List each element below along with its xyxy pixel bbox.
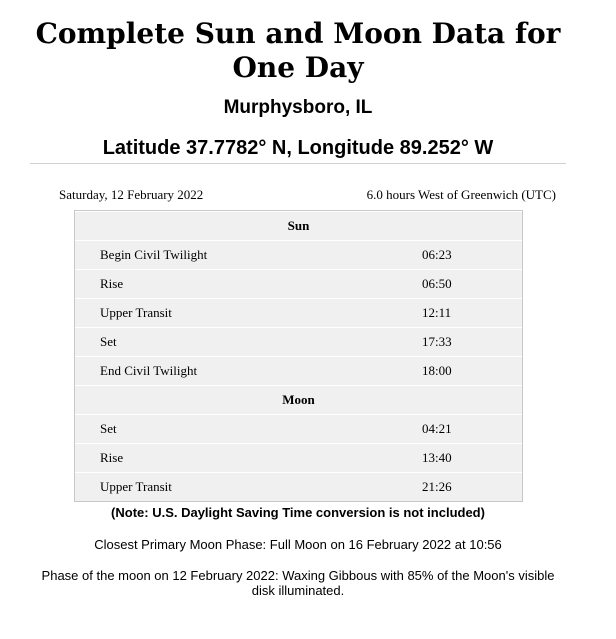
event-time: 21:26 bbox=[422, 479, 452, 494]
event-time: 06:23 bbox=[422, 247, 452, 262]
event-name: End Civil Twilight bbox=[100, 363, 198, 378]
event-name: Set bbox=[100, 421, 117, 436]
event-name: Begin Civil Twilight bbox=[100, 247, 208, 262]
event-name: Rise bbox=[100, 450, 124, 465]
moon-heading: Moon bbox=[75, 385, 522, 414]
table-row bbox=[75, 240, 522, 269]
table-row bbox=[75, 298, 522, 327]
location-name: Murphysboro, IL bbox=[223, 97, 373, 118]
event-time: 06:50 bbox=[422, 276, 452, 291]
sun-moon-table bbox=[74, 210, 523, 502]
page-title: Complete Sun and Moon Data for One Day bbox=[35, 17, 561, 84]
date-label: Saturday, 12 February 2022 bbox=[59, 187, 204, 202]
table-row bbox=[75, 414, 522, 443]
divider bbox=[30, 163, 566, 164]
event-time: 13:40 bbox=[422, 450, 452, 465]
event-time: 12:11 bbox=[422, 305, 452, 320]
event-time: 17:33 bbox=[422, 334, 452, 349]
closest-moon-phase: Closest Primary Moon Phase: Full Moon on 16 February 2022 at 10:56 bbox=[94, 537, 502, 552]
table-row bbox=[75, 356, 522, 385]
timezone-label: 6.0 hours West of Greenwich (UTC) bbox=[366, 187, 556, 202]
table-row bbox=[75, 327, 522, 356]
event-name: Rise bbox=[100, 276, 124, 291]
event-name: Set bbox=[100, 334, 117, 349]
table-row bbox=[75, 472, 522, 501]
event-name: Upper Transit bbox=[100, 479, 172, 494]
dst-note: (Note: U.S. Daylight Saving Time conversion is not included) bbox=[111, 505, 485, 520]
event-name: Upper Transit bbox=[100, 305, 172, 320]
event-time: 18:00 bbox=[422, 363, 452, 378]
event-time: 04:21 bbox=[422, 421, 452, 436]
table-row bbox=[75, 269, 522, 298]
table-row bbox=[75, 443, 522, 472]
coordinates: Latitude 37.7782° N, Longitude 89.252° W bbox=[102, 137, 494, 159]
moon-phase-description: Phase of the moon on 12 February 2022: Waxing Gibbous with 85% of the Moon's visible disk illuminated. bbox=[41, 568, 555, 598]
sun-heading: Sun bbox=[75, 211, 522, 240]
